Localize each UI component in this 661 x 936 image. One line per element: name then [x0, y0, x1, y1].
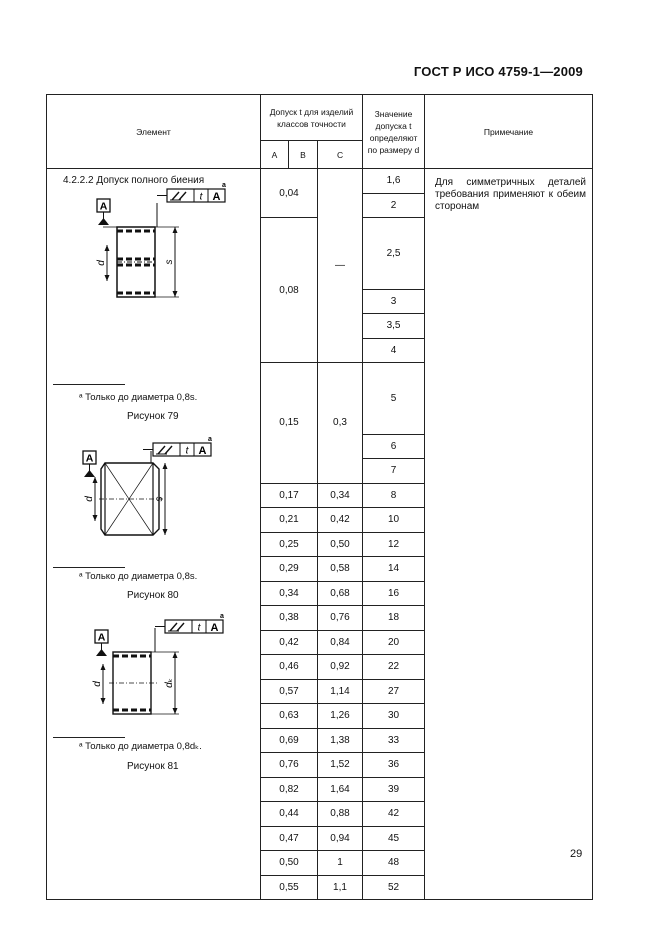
size-d-cell: 12: [363, 532, 425, 557]
tolerance-c-dash: —: [318, 169, 363, 363]
tolerance-ab-cell: 0,69: [261, 728, 318, 753]
size-d-cell: 45: [363, 826, 425, 851]
tolerance-c-cell: 0,76: [318, 606, 363, 631]
size-d-cell: 1,6: [363, 169, 425, 194]
datum-triangle: [84, 470, 95, 477]
dimension-label: dₖ: [164, 678, 175, 688]
size-d-cell: 22: [363, 655, 425, 680]
datum-triangle: [96, 649, 107, 656]
footnote-mark: a: [222, 182, 226, 189]
tolerance-ab-cell: 0,82: [261, 777, 318, 802]
tolerance-ab-cell: 0,42: [261, 630, 318, 655]
size-d-cell: 3: [363, 289, 425, 314]
size-d-cell: 2: [363, 193, 425, 218]
standard-number: ГОСТ Р ИСО 4759-1—2009: [413, 64, 583, 79]
dimension-dim_left: [96, 245, 110, 281]
tolerance-symbol: t: [199, 191, 203, 203]
datum-box: [83, 451, 96, 477]
tolerance-ab-cell: 0,55: [261, 875, 318, 900]
tolerance-c-cell: 0,50: [318, 532, 363, 557]
size-d-cell: 42: [363, 802, 425, 827]
tolerance-ab-cell: 0,04: [261, 169, 318, 218]
tolerance-c-cell: 0,88: [318, 802, 363, 827]
datum-triangle: [98, 218, 109, 225]
page-number: 29: [570, 848, 583, 860]
tolerance-c-cell: 1,64: [318, 777, 363, 802]
size-d-cell: 10: [363, 508, 425, 533]
size-d-cell: 27: [363, 679, 425, 704]
tolerance-ab-cell: 0,08: [261, 218, 318, 363]
figure-caption: Рисунок 80: [127, 590, 179, 601]
size-d-cell: 48: [363, 851, 425, 876]
figure-footnote: ᵃ Только до диаметра 0,8s.: [79, 571, 198, 582]
dimension-dim_right: [154, 463, 168, 535]
tolerance-c-cell: 0,34: [318, 483, 363, 508]
dimension-label: d: [92, 681, 103, 687]
size-d-cell: 5: [363, 363, 425, 435]
dimension-label: s: [154, 496, 165, 502]
tolerance-ab-cell: 0,46: [261, 655, 318, 680]
dimension-dim_left: [84, 477, 98, 521]
size-d-cell: 20: [363, 630, 425, 655]
tolerance-table: [46, 94, 593, 900]
tolerance-frame: [143, 436, 212, 457]
tolerance-c-cell: 1,26: [318, 704, 363, 729]
tolerance-ab-cell: 0,25: [261, 532, 318, 557]
tolerance-c-cell: 1,38: [318, 728, 363, 753]
note-cell: [425, 169, 593, 900]
figure-footnote: ᵃ Только до диаметра 0,8s.: [79, 392, 198, 403]
footnote-separator: [53, 567, 125, 568]
tolerance-ab-cell: 0,47: [261, 826, 318, 851]
footnote-mark: a: [220, 613, 224, 620]
dimension-label: d: [96, 260, 107, 266]
tolerance-c-cell: 0,92: [318, 655, 363, 680]
datum-letter: A: [99, 200, 108, 213]
tolerance-ab-cell: 0,38: [261, 606, 318, 631]
tolerance-ab-cell: 0,44: [261, 802, 318, 827]
size-d-cell: 2,5: [363, 218, 425, 290]
tolerance-ab-cell: 0,57: [261, 679, 318, 704]
dimension-dim_right: [164, 227, 178, 297]
header-value: Значение допуска t определяют по размеру d: [363, 95, 425, 169]
size-d-cell: 39: [363, 777, 425, 802]
header-class-a: A: [261, 141, 289, 169]
dimension-dim_left: [92, 664, 106, 704]
element-title: 4.2.2.2 Допуск полного биения: [63, 175, 205, 186]
datum-box: [97, 199, 110, 225]
datum-ref: A: [212, 191, 221, 203]
figure-80-drawing: [47, 437, 247, 567]
size-d-cell: 16: [363, 581, 425, 606]
header-class-b: B: [289, 141, 318, 169]
footnote-mark: a: [208, 436, 212, 443]
figure-area: [47, 169, 261, 899]
tolerance-frame: [155, 613, 224, 634]
figure-caption: Рисунок 79: [127, 411, 179, 422]
tolerance-c-cell: 1,52: [318, 753, 363, 778]
header-class-c: C: [318, 141, 363, 169]
datum-ref: A: [198, 445, 207, 457]
size-d-cell: 7: [363, 459, 425, 484]
figure-footnote: ᵃ Только до диаметра 0,8dₖ.: [79, 741, 202, 752]
tolerance-c-cell: 0,94: [318, 826, 363, 851]
size-d-cell: 8: [363, 483, 425, 508]
tolerance-ab-cell: 0,50: [261, 851, 318, 876]
size-d-cell: 33: [363, 728, 425, 753]
footnote-separator: [53, 384, 125, 385]
header-note: Примечание: [425, 95, 593, 169]
size-d-cell: 3,5: [363, 314, 425, 339]
total-runout-icon: [168, 623, 184, 631]
tolerance-ab-cell: 0,17: [261, 483, 318, 508]
dimension-label: s: [164, 259, 175, 265]
tolerance-c-cell: 0,58: [318, 557, 363, 582]
tolerance-ab-cell: 0,76: [261, 753, 318, 778]
header-element: Элемент: [47, 95, 261, 169]
tolerance-ab-cell: 0,29: [261, 557, 318, 582]
dimension-label: d: [84, 496, 95, 502]
table-row: [47, 169, 593, 194]
total-runout-icon: [170, 192, 186, 200]
figure-79-drawing: [47, 183, 247, 293]
size-d-cell: 14: [363, 557, 425, 582]
tolerance-ab-cell: 0,34: [261, 581, 318, 606]
size-d-cell: 52: [363, 875, 425, 900]
datum-letter: A: [85, 452, 94, 465]
tolerance-c-cell: 0,3: [318, 363, 363, 484]
datum-ref: A: [210, 622, 219, 634]
datum-box: [95, 630, 108, 656]
tolerance-ab-cell: 0,63: [261, 704, 318, 729]
tolerance-c-cell: 1,1: [318, 875, 363, 900]
tolerance-symbol: t: [185, 445, 189, 457]
tolerance-symbol: t: [197, 622, 201, 634]
tolerance-c-cell: 1: [318, 851, 363, 876]
header-tolerance: Допуск t для изделий классов точности: [261, 95, 363, 141]
tolerance-frame: [157, 182, 226, 203]
tolerance-ab-cell: 0,15: [261, 363, 318, 484]
total-runout-icon: [156, 446, 172, 454]
size-d-cell: 30: [363, 704, 425, 729]
figure-caption: Рисунок 81: [127, 761, 179, 772]
note-text: Для симметричных деталей требования применяют к обеим сторонам: [435, 177, 587, 212]
dimension-dim_right: [164, 652, 178, 714]
tolerance-c-cell: 0,68: [318, 581, 363, 606]
size-d-cell: 4: [363, 338, 425, 363]
tolerance-c-cell: 0,84: [318, 630, 363, 655]
size-d-cell: 18: [363, 606, 425, 631]
tolerance-c-cell: 1,14: [318, 679, 363, 704]
figure-81-drawing: [47, 614, 247, 734]
datum-letter: A: [97, 631, 106, 644]
tolerance-ab-cell: 0,21: [261, 508, 318, 533]
footnote-separator: [53, 737, 125, 738]
element-cell: [47, 169, 261, 900]
tolerance-c-cell: 0,42: [318, 508, 363, 533]
size-d-cell: 36: [363, 753, 425, 778]
size-d-cell: 6: [363, 434, 425, 459]
